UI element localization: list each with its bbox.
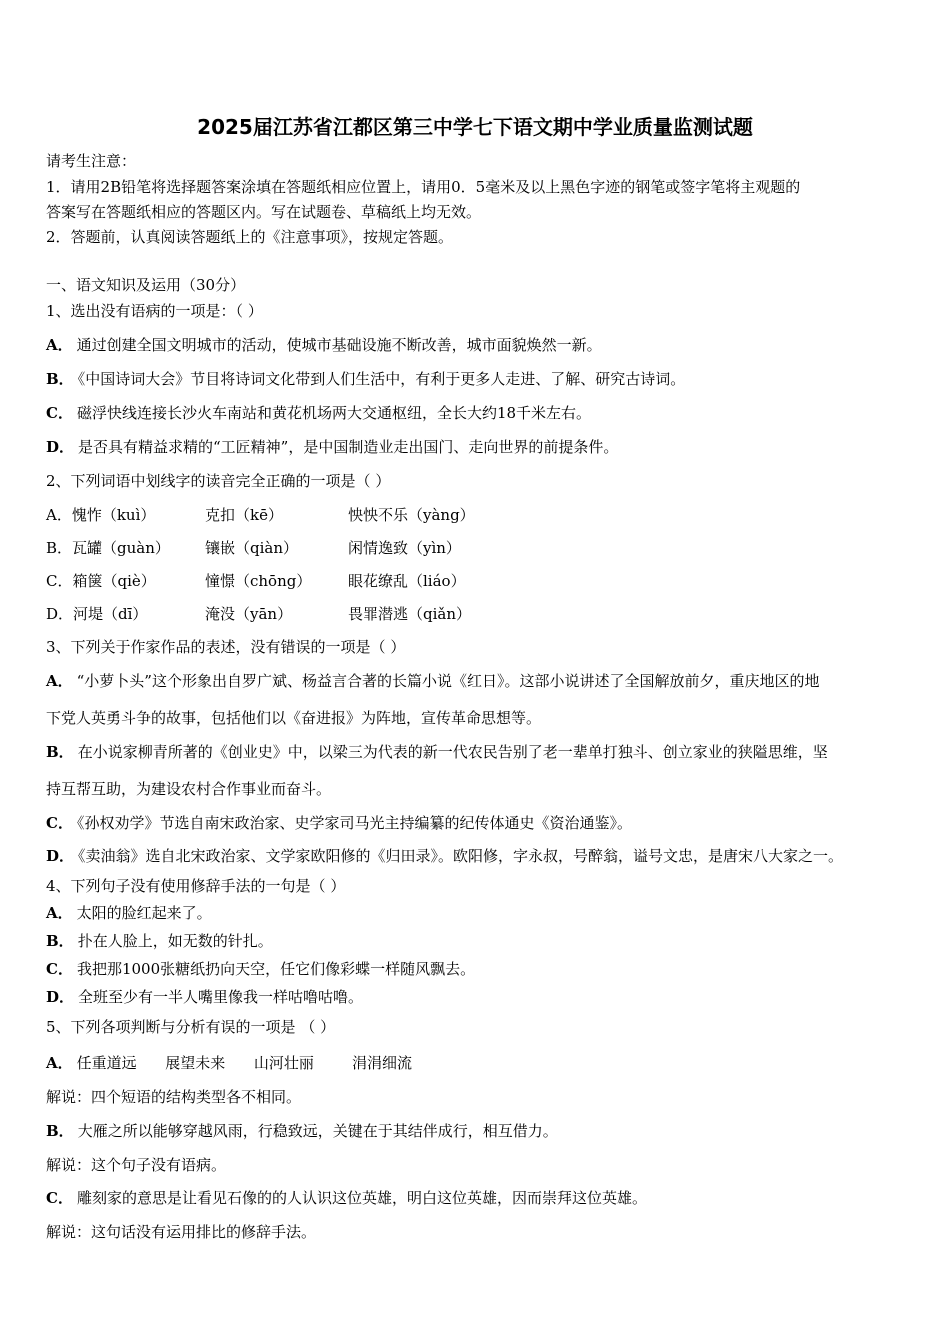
question-5-option-c-note: 解说：这句话没有运用排比的修辞手法。	[46, 1223, 317, 1241]
option-letter: B．	[46, 932, 74, 950]
question-1-option-d	[46, 437, 618, 457]
question-2-option-d-word-1: D．河堤（dī）	[46, 605, 148, 623]
option-letter: B．	[46, 743, 74, 761]
question-2-stem: 2、下列词语中划线字的读音完全正确的一项是（ ）	[46, 472, 391, 490]
notice-item-1-line-1: 1．请用2B铅笔将选择题答案涂填在答题纸相应位置上，请用0．5毫米及以上黑色字迹的钢笔或签字笔将主观题的	[46, 178, 801, 196]
option-letter: C．	[46, 1189, 73, 1207]
question-4-option-c	[46, 959, 475, 979]
option-letter: B．	[46, 1122, 74, 1140]
section-heading: 一、语文知识及运用（30分）	[46, 276, 246, 294]
question-2-option-c-word-2: 憧憬（chōng）	[205, 572, 312, 590]
option-text: 通过创建全国文明城市的活动，使城市基础设施不断改善，城市面貌焕然一新。	[76, 336, 602, 354]
question-1-option-a	[46, 335, 602, 355]
option-text: 《中国诗词大会》节目将诗词文化带到人们生活中，有利于更多人走进、了解、研究古诗词。	[77, 370, 686, 388]
notice-item-1-line-2: 答案写在答题纸相应的答题区内。写在试题卷、草稿纸上均无效。	[46, 203, 482, 221]
question-2-option-a-word-3: 怏怏不乐（yàng）	[348, 506, 475, 524]
question-1-option-b	[46, 369, 685, 389]
option-letter: B．	[46, 370, 74, 388]
notice-heading: 请考生注意：	[46, 152, 137, 170]
option-text: 雕刻家的意思是让看见石像的的人认识这位英雄，明白这位英雄，因而崇拜这位英雄。	[76, 1189, 647, 1207]
question-5-option-b-note: 解说：这个句子没有语病。	[46, 1156, 227, 1174]
question-2-option-a-word-1: A．愧怍（kuì）	[46, 506, 156, 524]
option-letter: C．	[46, 960, 73, 978]
question-1-option-c	[46, 403, 591, 423]
question-5-option-c	[46, 1188, 647, 1208]
option-letter: A．	[46, 904, 73, 922]
option-letter: A．	[46, 336, 73, 354]
question-4-option-d	[46, 987, 363, 1007]
option-letter: C．	[46, 404, 73, 422]
question-2-option-c-word-1: C．箱箧（qiè）	[46, 572, 156, 590]
option-text: 在小说家柳青所著的《创业史》中，以梁三为代表的新一代农民告别了老一辈单打独斗、创立家业的狭隘思维，坚	[77, 743, 828, 761]
notice-item-2: 2．答题前，认真阅读答题纸上的《注意事项》，按规定答题。	[46, 228, 454, 246]
question-2-option-d-word-3: 畏罪潜逃（qiǎn）	[348, 605, 472, 623]
question-3-option-a-line-2: 下党人英勇斗争的故事，包括他们以《奋进报》为阵地，宣传革命思想等。	[46, 709, 542, 727]
question-5-option-a	[46, 1053, 412, 1073]
question-2-option-b-word-1: B．瓦罐（guàn）	[46, 539, 170, 557]
question-2-option-b-word-2: 镶嵌（qiàn）	[205, 539, 299, 557]
option-text: 磁浮快线连接长沙火车南站和黄花机场两大交通枢纽，全长大约18千米左右。	[76, 404, 592, 422]
option-text: 《卖油翁》选自北宋政治家、文学家欧阳修的《归田录》。欧阳修，字永叔，号醉翁，谥号文忠，是唐宋八大家之一。	[78, 847, 844, 865]
question-1-stem: 1、选出没有语病的一项是：（ ）	[46, 302, 263, 320]
question-3-stem: 3、下列关于作家作品的表述，没有错误的一项是（ ）	[46, 638, 406, 656]
option-text: 大雁之所以能够穿越风雨，行稳致远，关键在于其结伴成行，相互借力。	[77, 1122, 558, 1140]
option-text: 扑在人脸上，如无数的针扎。	[77, 932, 273, 950]
question-5-option-b	[46, 1121, 558, 1141]
option-letter: A．	[46, 1054, 73, 1072]
option-letter: D．	[46, 438, 75, 456]
question-2-option-a-word-2: 克扣（kē）	[205, 506, 283, 524]
question-4-stem: 4、下列句子没有使用修辞手法的一句是（ ）	[46, 877, 346, 895]
page-title: 2025届江苏省江都区第三中学七下语文期中学业质量监测试题	[197, 115, 753, 139]
option-letter: C．	[46, 814, 73, 832]
option-text: 是否具有精益求精的“工匠精神”，是中国制造业走出国门、走向世界的前提条件。	[78, 438, 619, 456]
option-text: 太阳的脸红起来了。	[76, 904, 212, 922]
option-text: “小萝卜头”这个形象出自罗广斌、杨益言合著的长篇小说《红日》。这部小说讲述了全国解放前夕，重庆地区的地	[76, 672, 820, 690]
option-text: 《孙权劝学》节选自南宋政治家、史学家司马光主持编纂的纪传体通史《资治通鉴》。	[76, 814, 632, 832]
question-4-option-b	[46, 931, 273, 951]
option-letter: D．	[46, 847, 75, 865]
question-3-option-a-line-1	[46, 671, 819, 691]
question-2-option-c-word-3: 眼花缭乱（liáo）	[348, 572, 466, 590]
question-5-option-a-note: 解说：四个短语的结构类型各不相同。	[46, 1088, 302, 1106]
option-text: 我把那1000张糖纸扔向天空，任它们像彩蝶一样随风飘去。	[76, 960, 476, 978]
question-3-option-b-line-1	[46, 742, 828, 762]
question-3-option-b-line-2: 持互帮互助，为建设农村合作事业而奋斗。	[46, 780, 332, 798]
option-letter: D．	[46, 988, 75, 1006]
option-text: 全班至少有一半人嘴里像我一样咕噜咕噜。	[78, 988, 364, 1006]
question-3-option-c	[46, 813, 632, 833]
question-5-stem: 5、下列各项判断与分析有误的一项是 （ ）	[46, 1018, 336, 1036]
question-4-option-a	[46, 903, 212, 923]
option-text: 任重道远 展望未来 山河壮丽 涓涓细流	[76, 1054, 413, 1072]
question-2-option-d-word-2: 淹没（yān）	[205, 605, 293, 623]
option-letter: A．	[46, 672, 73, 690]
question-2-option-b-word-3: 闲情逸致（yìn）	[348, 539, 461, 557]
question-3-option-d	[46, 846, 843, 866]
